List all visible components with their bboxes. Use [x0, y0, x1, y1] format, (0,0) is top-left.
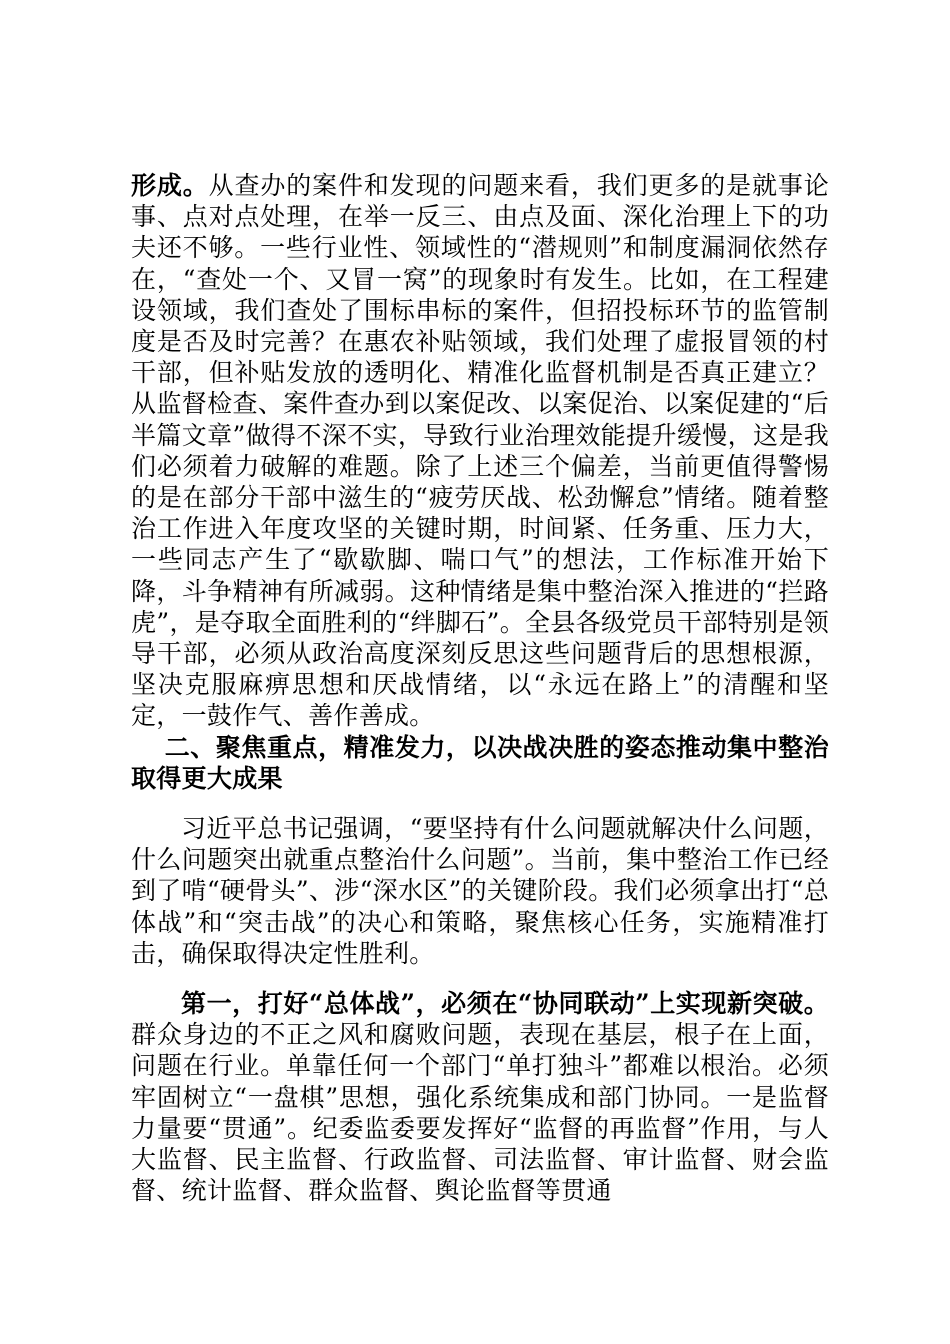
paragraph-lead-bold: 第一，打好“总体战”，必须在“协同联动”上实现新突破。: [181, 989, 829, 1019]
section-heading: 二、聚焦重点，精准发力，以决战决胜的姿态推动集中整治取得更大成果: [131, 732, 829, 793]
document-page: [131, 170, 829, 1207]
paragraph-first-point: [131, 988, 829, 1206]
paragraph-text: 从查办的案件和发现的问题来看，我们更多的是就事论事、点对点处理，在举一反三、由点及面、深化治理上下的功夫还不够。一些行业性、领域性的“潜规则”和制度漏洞依然存在，“查处一个、又冒一窝”的现象时有发生。比如，在工程建设领域，我们查处了围标串标的案件，但招投标环节的监管制度是否及时完善？在惠农补贴领域，我们处理了虚报冒领的村干部，但补贴发放的透明化、精准化监督机制是否真正建立？从监督检查、案件查办到以案促改、以案促治、以案促建的“后半篇文章”做得不深不实，导致行业治理效能提升缓慢，这是我们必须着力破解的难题。除了上述三个偏差，当前更值得警惕的是在部分干部中滋生的“疲劳厌战、松劲懈怠”情绪。随着整治工作进入年度攻坚的关键时期，时间紧、任务重、压力大，一些同志产生了“歇歇脚、喘口气”的想法，工作标准开始下降，斗争精神有所减弱。这种情绪是集中整治深入推进的“拦路虎”，是夺取全面胜利的“绊脚石”。全县各级党员干部特别是领导干部，必须从政治高度深刻反思这些问题背后的思想根源，坚决克服麻痹思想和厌战情绪，以“永远在路上”的清醒和坚定，一鼓作气、善作善成。: [131, 171, 829, 731]
paragraph-text: 群众身边的不正之风和腐败问题，表现在基层，根子在上面，问题在行业。单靠任何一个部门“单打独斗”都难以根治。必须牢固树立“一盘棋”思想，强化系统集成和部门协同。一是监督力量要“贯通”。纪委监委要发挥好“监督的再监督”作用，与人大监督、民主监督、行政监督、司法监督、审计监督、财会监督、统计监督、群众监督、舆论监督等贯通: [131, 1020, 829, 1206]
paragraph-lead-bold: 形成。: [131, 171, 209, 200]
paragraph-quote: 习近平总书记强调，“要坚持有什么问题就解决什么问题，什么问题突出就重点整治什么问题”。当前，集中整治工作已经到了啃“硬骨头”、涉“深水区”的关键阶段。我们必须拿出打“总体战”和“突击战”的决心和策略，聚焦核心任务，实施精准打击，确保取得决定性胜利。: [131, 814, 829, 968]
paragraph-continuation: [131, 170, 829, 732]
